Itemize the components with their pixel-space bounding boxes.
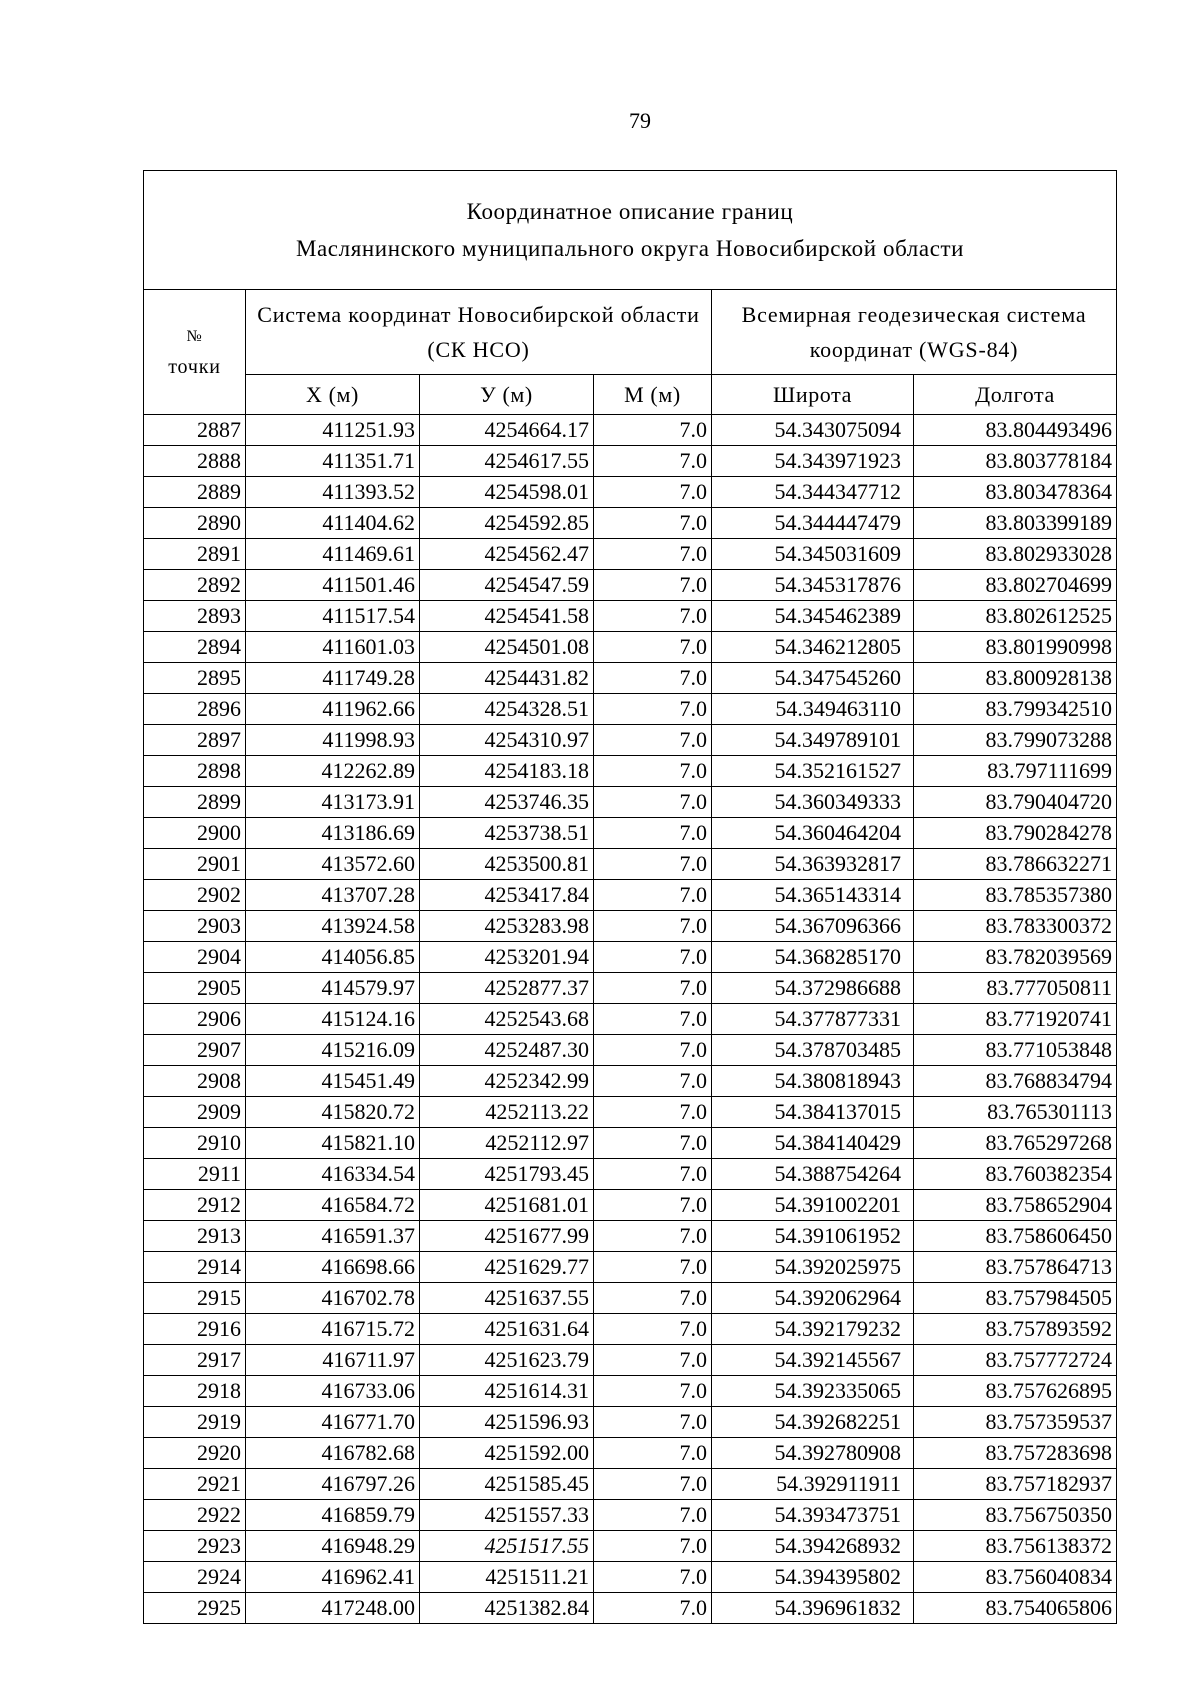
cell-point-number: 2925 (144, 1593, 246, 1624)
cell-latitude: 54.346212805 (712, 632, 914, 663)
cell-m: 7.0 (594, 1097, 712, 1128)
table-row (144, 818, 1117, 849)
table-row (144, 1562, 1117, 1593)
cell-longitude: 83.765297268 (914, 1128, 1117, 1159)
cell-x: 412262.89 (246, 756, 420, 787)
cell-x: 416715.72 (246, 1314, 420, 1345)
cell-x: 411393.52 (246, 477, 420, 508)
cell-latitude: 54.347545260 (712, 663, 914, 694)
cell-y: 4252342.99 (420, 1066, 594, 1097)
cell-point-number: 2901 (144, 849, 246, 880)
cell-x: 416711.97 (246, 1345, 420, 1376)
table-row (144, 911, 1117, 942)
cell-latitude: 54.367096366 (712, 911, 914, 942)
table-row (144, 446, 1117, 477)
cell-x: 416771.70 (246, 1407, 420, 1438)
cell-point-number: 2924 (144, 1562, 246, 1593)
cell-longitude: 83.757864713 (914, 1252, 1117, 1283)
cell-y: 4251511.21 (420, 1562, 594, 1593)
cell-point-number: 2917 (144, 1345, 246, 1376)
cell-x: 415216.09 (246, 1035, 420, 1066)
cell-point-number: 2889 (144, 477, 246, 508)
cell-latitude: 54.392179232 (712, 1314, 914, 1345)
cell-latitude: 54.394268932 (712, 1531, 914, 1562)
table-caption (144, 171, 1117, 290)
cell-x: 413186.69 (246, 818, 420, 849)
coordinates-table (143, 170, 1117, 1624)
table-row (144, 415, 1117, 446)
cell-longitude: 83.754065806 (914, 1593, 1117, 1624)
cell-m: 7.0 (594, 1283, 712, 1314)
cell-longitude: 83.757626895 (914, 1376, 1117, 1407)
cell-point-number: 2906 (144, 1004, 246, 1035)
cell-y: 4254310.97 (420, 725, 594, 756)
cell-longitude: 83.756040834 (914, 1562, 1117, 1593)
cell-m: 7.0 (594, 942, 712, 973)
cell-m: 7.0 (594, 818, 712, 849)
table-row (144, 1314, 1117, 1345)
cell-longitude: 83.757984505 (914, 1283, 1117, 1314)
cell-x: 413572.60 (246, 849, 420, 880)
cell-x: 411251.93 (246, 415, 420, 446)
cell-x: 411962.66 (246, 694, 420, 725)
cell-latitude: 54.391002201 (712, 1190, 914, 1221)
cell-m: 7.0 (594, 1190, 712, 1221)
cell-m: 7.0 (594, 663, 712, 694)
cell-point-number: 2893 (144, 601, 246, 632)
cell-point-number: 2898 (144, 756, 246, 787)
cell-longitude: 83.800928138 (914, 663, 1117, 694)
cell-y: 4254183.18 (420, 756, 594, 787)
cell-m: 7.0 (594, 1252, 712, 1283)
cell-y: 4251614.31 (420, 1376, 594, 1407)
cell-y: 4252543.68 (420, 1004, 594, 1035)
header-y: У (м) (420, 375, 594, 415)
cell-m: 7.0 (594, 1314, 712, 1345)
cell-latitude: 54.352161527 (712, 756, 914, 787)
table-row (144, 1500, 1117, 1531)
cell-m: 7.0 (594, 1159, 712, 1190)
table-row (144, 632, 1117, 663)
cell-longitude: 83.790284278 (914, 818, 1117, 849)
cell-x: 416797.26 (246, 1469, 420, 1500)
cell-longitude: 83.803478364 (914, 477, 1117, 508)
header-longitude: Долгота (914, 375, 1117, 415)
cell-point-number: 2915 (144, 1283, 246, 1314)
cell-latitude: 54.345317876 (712, 570, 914, 601)
cell-y: 4252112.97 (420, 1128, 594, 1159)
header-latitude: Широта (712, 375, 914, 415)
cell-y: 4252487.30 (420, 1035, 594, 1066)
cell-y: 4254592.85 (420, 508, 594, 539)
table-row (144, 694, 1117, 725)
cell-point-number: 2900 (144, 818, 246, 849)
header-x: X (м) (246, 375, 420, 415)
page-number: 79 (629, 108, 651, 133)
cell-m: 7.0 (594, 1128, 712, 1159)
cell-point-number: 2903 (144, 911, 246, 942)
cell-point-number: 2902 (144, 880, 246, 911)
cell-point-number: 2914 (144, 1252, 246, 1283)
cell-point-number: 2918 (144, 1376, 246, 1407)
cell-point-number: 2896 (144, 694, 246, 725)
table-row (144, 849, 1117, 880)
cell-x: 416591.37 (246, 1221, 420, 1252)
cell-latitude: 54.368285170 (712, 942, 914, 973)
cell-y: 4254664.17 (420, 415, 594, 446)
table-row (144, 663, 1117, 694)
cell-latitude: 54.360464204 (712, 818, 914, 849)
cell-x: 411351.71 (246, 446, 420, 477)
cell-longitude: 83.771053848 (914, 1035, 1117, 1066)
cell-m: 7.0 (594, 508, 712, 539)
cell-longitude: 83.771920741 (914, 1004, 1117, 1035)
cell-m: 7.0 (594, 973, 712, 1004)
cell-latitude: 54.388754264 (712, 1159, 914, 1190)
cell-latitude: 54.393473751 (712, 1500, 914, 1531)
cell-point-number: 2895 (144, 663, 246, 694)
table-row (144, 942, 1117, 973)
table-row (144, 1221, 1117, 1252)
cell-latitude: 54.345462389 (712, 601, 914, 632)
cell-longitude: 83.799073288 (914, 725, 1117, 756)
header-group-wgs: Всемирная геодезическая система координат (WGS-84) (712, 290, 1117, 375)
cell-x: 416584.72 (246, 1190, 420, 1221)
table-row (144, 725, 1117, 756)
cell-point-number: 2909 (144, 1097, 246, 1128)
cell-x: 413707.28 (246, 880, 420, 911)
cell-latitude: 54.392682251 (712, 1407, 914, 1438)
cell-latitude: 54.392145567 (712, 1345, 914, 1376)
cell-point-number: 2905 (144, 973, 246, 1004)
cell-m: 7.0 (594, 1562, 712, 1593)
cell-longitude: 83.757893592 (914, 1314, 1117, 1345)
cell-y: 4251677.99 (420, 1221, 594, 1252)
cell-point-number: 2921 (144, 1469, 246, 1500)
cell-x: 416782.68 (246, 1438, 420, 1469)
table-row (144, 477, 1117, 508)
cell-x: 414056.85 (246, 942, 420, 973)
table-row (144, 1035, 1117, 1066)
cell-x: 411404.62 (246, 508, 420, 539)
cell-point-number: 2913 (144, 1221, 246, 1252)
cell-y: 4251793.45 (420, 1159, 594, 1190)
cell-m: 7.0 (594, 477, 712, 508)
cell-x: 415820.72 (246, 1097, 420, 1128)
cell-point-number: 2919 (144, 1407, 246, 1438)
cell-m: 7.0 (594, 1500, 712, 1531)
table-row (144, 539, 1117, 570)
cell-latitude: 54.394395802 (712, 1562, 914, 1593)
cell-x: 417248.00 (246, 1593, 420, 1624)
cell-x: 411749.28 (246, 663, 420, 694)
cell-x: 416948.29 (246, 1531, 420, 1562)
table-row (144, 601, 1117, 632)
cell-latitude: 54.391061952 (712, 1221, 914, 1252)
cell-longitude: 83.757182937 (914, 1469, 1117, 1500)
cell-x: 415124.16 (246, 1004, 420, 1035)
cell-point-number: 2892 (144, 570, 246, 601)
cell-y: 4253746.35 (420, 787, 594, 818)
header-point-number (144, 290, 246, 415)
table-row (144, 787, 1117, 818)
cell-point-number: 2908 (144, 1066, 246, 1097)
cell-point-number: 2888 (144, 446, 246, 477)
cell-m: 7.0 (594, 911, 712, 942)
cell-m: 7.0 (594, 694, 712, 725)
cell-m: 7.0 (594, 601, 712, 632)
cell-m: 7.0 (594, 725, 712, 756)
table-body (144, 415, 1117, 1624)
cell-point-number: 2912 (144, 1190, 246, 1221)
cell-x: 411601.03 (246, 632, 420, 663)
cell-m: 7.0 (594, 415, 712, 446)
cell-latitude: 54.396961832 (712, 1593, 914, 1624)
table-row (144, 1438, 1117, 1469)
cell-m: 7.0 (594, 1221, 712, 1252)
cell-latitude: 54.378703485 (712, 1035, 914, 1066)
cell-latitude: 54.349463110 (712, 694, 914, 725)
table-row (144, 1252, 1117, 1283)
cell-m: 7.0 (594, 1438, 712, 1469)
cell-x: 416962.41 (246, 1562, 420, 1593)
cell-longitude: 83.797111699 (914, 756, 1117, 787)
header-m: М (м) (594, 375, 712, 415)
cell-point-number: 2894 (144, 632, 246, 663)
cell-y: 4251557.33 (420, 1500, 594, 1531)
cell-x: 411998.93 (246, 725, 420, 756)
cell-m: 7.0 (594, 1035, 712, 1066)
caption-line-1: Координатное описание границ (466, 199, 794, 224)
cell-longitude: 83.757283698 (914, 1438, 1117, 1469)
cell-m: 7.0 (594, 1376, 712, 1407)
cell-m: 7.0 (594, 1345, 712, 1376)
table-row (144, 1531, 1117, 1562)
cell-longitude: 83.803778184 (914, 446, 1117, 477)
cell-longitude: 83.757772724 (914, 1345, 1117, 1376)
cell-latitude: 54.344347712 (712, 477, 914, 508)
cell-latitude: 54.377877331 (712, 1004, 914, 1035)
table-row (144, 1283, 1117, 1314)
cell-m: 7.0 (594, 1469, 712, 1500)
cell-longitude: 83.768834794 (914, 1066, 1117, 1097)
cell-latitude: 54.365143314 (712, 880, 914, 911)
cell-m: 7.0 (594, 539, 712, 570)
cell-x: 415451.49 (246, 1066, 420, 1097)
cell-y: 4252113.22 (420, 1097, 594, 1128)
cell-m: 7.0 (594, 849, 712, 880)
cell-y: 4251596.93 (420, 1407, 594, 1438)
table-row (144, 570, 1117, 601)
cell-y: 4251629.77 (420, 1252, 594, 1283)
cell-m: 7.0 (594, 787, 712, 818)
cell-y: 4251681.01 (420, 1190, 594, 1221)
cell-longitude: 83.802933028 (914, 539, 1117, 570)
cell-latitude: 54.345031609 (712, 539, 914, 570)
cell-latitude: 54.384140429 (712, 1128, 914, 1159)
table-row (144, 1469, 1117, 1500)
cell-y: 4252877.37 (420, 973, 594, 1004)
cell-longitude: 83.804493496 (914, 415, 1117, 446)
cell-y: 4251637.55 (420, 1283, 594, 1314)
cell-x: 411517.54 (246, 601, 420, 632)
cell-longitude: 83.802612525 (914, 601, 1117, 632)
table-row (144, 880, 1117, 911)
cell-latitude: 54.392911911 (712, 1469, 914, 1500)
cell-latitude: 54.343971923 (712, 446, 914, 477)
cell-longitude: 83.758652904 (914, 1190, 1117, 1221)
cell-y: 4251631.64 (420, 1314, 594, 1345)
cell-x: 411501.46 (246, 570, 420, 601)
table-row (144, 1004, 1117, 1035)
cell-y: 4251585.45 (420, 1469, 594, 1500)
cell-x: 414579.97 (246, 973, 420, 1004)
cell-m: 7.0 (594, 570, 712, 601)
cell-y: 4253417.84 (420, 880, 594, 911)
cell-y: 4254501.08 (420, 632, 594, 663)
cell-longitude: 83.757359537 (914, 1407, 1117, 1438)
table-row (144, 1128, 1117, 1159)
table-row (144, 1159, 1117, 1190)
cell-longitude: 83.758606450 (914, 1221, 1117, 1252)
cell-longitude: 83.756138372 (914, 1531, 1117, 1562)
cell-longitude: 83.782039569 (914, 942, 1117, 973)
cell-m: 7.0 (594, 1066, 712, 1097)
cell-m: 7.0 (594, 880, 712, 911)
cell-y: 4253201.94 (420, 942, 594, 973)
cell-point-number: 2887 (144, 415, 246, 446)
cell-latitude: 54.392335065 (712, 1376, 914, 1407)
cell-latitude: 54.392025975 (712, 1252, 914, 1283)
cell-point-number: 2897 (144, 725, 246, 756)
cell-y: 4254541.58 (420, 601, 594, 632)
table-row (144, 973, 1117, 1004)
cell-longitude: 83.790404720 (914, 787, 1117, 818)
cell-latitude: 54.344447479 (712, 508, 914, 539)
cell-y: 4251623.79 (420, 1345, 594, 1376)
cell-y: 4253283.98 (420, 911, 594, 942)
header-point-number-symbol: № (186, 328, 203, 345)
cell-y: 4254598.01 (420, 477, 594, 508)
cell-x: 416859.79 (246, 1500, 420, 1531)
cell-longitude: 83.799342510 (914, 694, 1117, 725)
cell-longitude: 83.760382354 (914, 1159, 1117, 1190)
cell-y: 4254617.55 (420, 446, 594, 477)
cell-m: 7.0 (594, 632, 712, 663)
cell-y: 4253500.81 (420, 849, 594, 880)
cell-point-number: 2916 (144, 1314, 246, 1345)
cell-latitude: 54.380818943 (712, 1066, 914, 1097)
cell-x: 411469.61 (246, 539, 420, 570)
cell-m: 7.0 (594, 1407, 712, 1438)
cell-longitude: 83.786632271 (914, 849, 1117, 880)
header-group-nso: Система координат Новосибирской области (СК НСО) (246, 290, 712, 375)
cell-point-number: 2907 (144, 1035, 246, 1066)
table-row (144, 508, 1117, 539)
cell-y: 4253738.51 (420, 818, 594, 849)
cell-longitude: 83.802704699 (914, 570, 1117, 601)
cell-m: 7.0 (594, 1004, 712, 1035)
cell-x: 415821.10 (246, 1128, 420, 1159)
cell-latitude: 54.372986688 (712, 973, 914, 1004)
cell-longitude: 83.783300372 (914, 911, 1117, 942)
cell-latitude: 54.360349333 (712, 787, 914, 818)
table-row (144, 1066, 1117, 1097)
cell-x: 413924.58 (246, 911, 420, 942)
cell-latitude: 54.363932817 (712, 849, 914, 880)
cell-y: 4251382.84 (420, 1593, 594, 1624)
table-row (144, 756, 1117, 787)
cell-x: 416702.78 (246, 1283, 420, 1314)
caption-line-2: Маслянинского муниципального округа Новосибирской области (295, 236, 965, 261)
cell-point-number: 2922 (144, 1500, 246, 1531)
cell-latitude: 54.392062964 (712, 1283, 914, 1314)
cell-y: 4251592.00 (420, 1438, 594, 1469)
cell-point-number: 2923 (144, 1531, 246, 1562)
cell-x: 416733.06 (246, 1376, 420, 1407)
cell-latitude: 54.392780908 (712, 1438, 914, 1469)
cell-m: 7.0 (594, 1531, 712, 1562)
cell-x: 416698.66 (246, 1252, 420, 1283)
cell-longitude: 83.801990998 (914, 632, 1117, 663)
table-row (144, 1190, 1117, 1221)
cell-latitude: 54.349789101 (712, 725, 914, 756)
table-row (144, 1407, 1117, 1438)
cell-point-number: 2891 (144, 539, 246, 570)
cell-point-number: 2911 (144, 1159, 246, 1190)
cell-longitude: 83.785357380 (914, 880, 1117, 911)
cell-point-number: 2910 (144, 1128, 246, 1159)
cell-y: 4254562.47 (420, 539, 594, 570)
cell-y: 4254328.51 (420, 694, 594, 725)
table-row (144, 1345, 1117, 1376)
cell-longitude: 83.765301113 (914, 1097, 1117, 1128)
cell-longitude: 83.777050811 (914, 973, 1117, 1004)
cell-y: 4254431.82 (420, 663, 594, 694)
table-row (144, 1376, 1117, 1407)
cell-y: 4254547.59 (420, 570, 594, 601)
cell-latitude: 54.343075094 (712, 415, 914, 446)
cell-m: 7.0 (594, 446, 712, 477)
cell-x: 416334.54 (246, 1159, 420, 1190)
cell-point-number: 2890 (144, 508, 246, 539)
header-point-number-label: точки (168, 356, 221, 378)
cell-point-number: 2920 (144, 1438, 246, 1469)
table-row (144, 1593, 1117, 1624)
cell-m: 7.0 (594, 756, 712, 787)
cell-longitude: 83.803399189 (914, 508, 1117, 539)
cell-point-number: 2899 (144, 787, 246, 818)
cell-m: 7.0 (594, 1593, 712, 1624)
cell-longitude: 83.756750350 (914, 1500, 1117, 1531)
cell-x: 413173.91 (246, 787, 420, 818)
cell-y: 4251517.55 (420, 1531, 594, 1562)
table-row (144, 1097, 1117, 1128)
cell-point-number: 2904 (144, 942, 246, 973)
cell-latitude: 54.384137015 (712, 1097, 914, 1128)
